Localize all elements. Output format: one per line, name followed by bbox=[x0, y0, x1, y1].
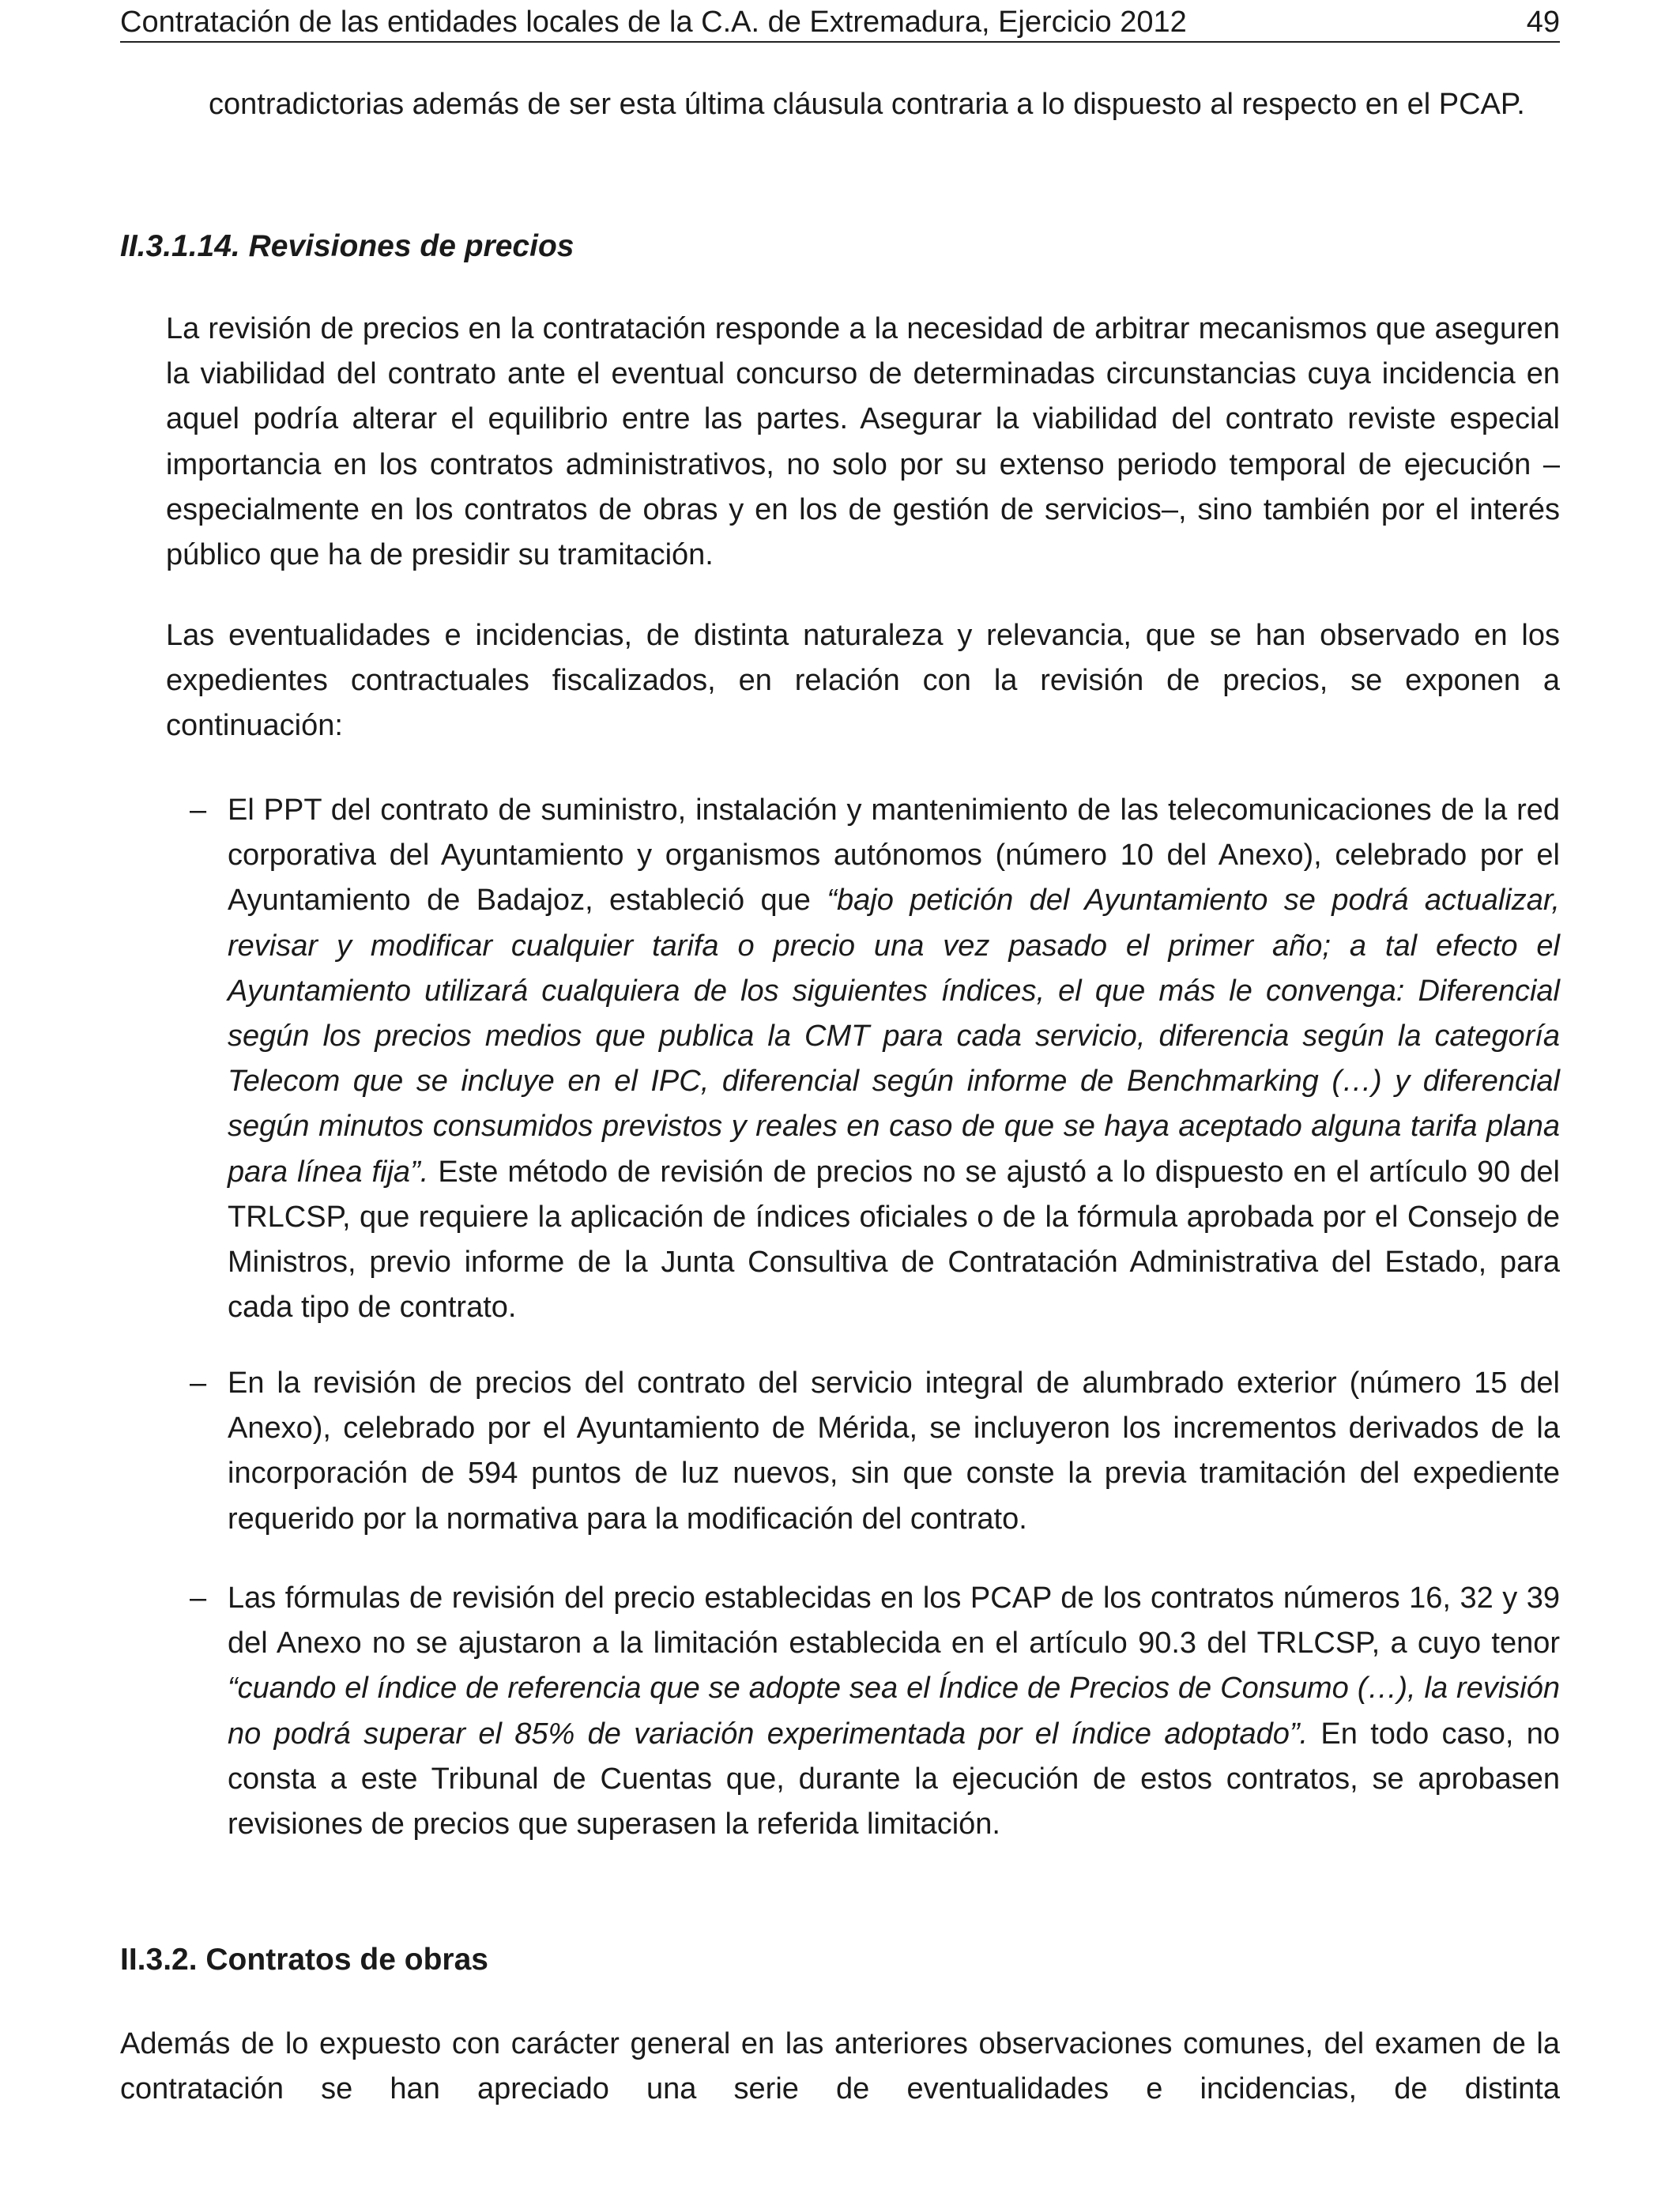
paragraph-eventualidades: Las eventualidades e incidencias, de distinta naturaleza y relevancia, que se han observado en los expedientes contractuales fiscalizados, en relación con la revisión de precios, se exponen a continuación: bbox=[166, 619, 1560, 743]
continued-paragraph: contradictorias además de ser esta última cláusula contraria a lo dispuesto al respecto en el PCAP. bbox=[209, 88, 1525, 121]
bullet-badajoz-conclusion: Este método de revisión de precios no se ajustó a lo dispuesto en el artículo 90 del TRLCSP, que requiere la aplicación de índices oficiales o de la fórmula aprobada por el Consejo de Ministros, previo informe de la Junta Consultiva de Contratación Administrativa del Estado, para cada tipo de contrato. bbox=[228, 1155, 1560, 1325]
bullet-pcap-conclusion: En todo caso, no consta a este Tribunal de Cuentas que, durante la ejecución de estos contratos, se aprobasen revisiones de precios que superasen la referida limitación. bbox=[228, 1717, 1560, 1842]
section-heading-obras: II.3.2. Contratos de obras bbox=[120, 1943, 488, 1977]
bullet-badajoz-intro: El PPT del contrato de suministro, instalación y mantenimiento de las telecomunicaciones de la red corporativa del Ayuntamiento y organismos autónomos (número 10 del Anexo), celebrado por el Ayuntamiento de Badajoz, estableció que bbox=[228, 794, 1560, 918]
bullet-badajoz-quote: “bajo petición del Ayuntamiento se podrá actualizar, revisar y modificar cualquier tarifa o precio una vez pasado el primer año; a tal efecto el Ayuntamiento utilizará cualquiera de los siguientes índices, el que más le convenga: Diferencial según los precios medios que publica la CMT para cada servicio, diferencia según la categoría Telecom que se incluye en el IPC, diferencial según informe de Benchmarking (…) y diferencial según minutos consumidos previstos y reales en caso de que se haya aceptado alguna tarifa plana para línea fija”. bbox=[228, 884, 1560, 1189]
paragraph-revision-precios: La revisión de precios en la contratación responde a la necesidad de arbitrar mecanismos que aseguren la viabilidad del contrato ante el eventual concurso de determinadas circunstancias cuya incidencia en aquel podría alterar el equilibrio entre las partes. Asegurar la viabilidad del contrato reviste especial importancia en los contratos administrativos, no solo por su extenso periodo temporal de ejecución –especialmente en los contratos de obras y en los de gestión de servicios–, sino también por el interés público que ha de presidir su tramitación. bbox=[166, 312, 1560, 572]
running-header bbox=[120, 3, 1560, 43]
page-number: 49 bbox=[1526, 6, 1560, 39]
section-heading-revisiones: II.3.1.14. Revisiones de precios bbox=[120, 229, 574, 263]
bullet-badajoz bbox=[228, 788, 1560, 1330]
bullet-pcap-formulas bbox=[228, 1576, 1560, 1847]
bullet-pcap-intro: Las fórmulas de revisión del precio establecidas en los PCAP de los contratos números 16, 32 y 39 del Anexo no se ajustaron a la limitación establecida en el artículo 90.3 del TRLCSP, a cuyo tenor bbox=[228, 1581, 1560, 1661]
bullet-marker: – bbox=[190, 1367, 207, 1400]
header-title: Contratación de las entidades locales de la C.A. de Extremadura, Ejercicio 2012 bbox=[120, 6, 1187, 39]
bullet-merida: En la revisión de precios del contrato del servicio integral de alumbrado exterior (número 15 del Anexo), celebrado por el Ayuntamiento de Mérida, se incluyeron los incrementos derivados de la incorporación de 594 puntos de luz nuevos, sin que conste la previa tramitación del expediente requerido por la normativa para la modificación del contrato. bbox=[228, 1367, 1560, 1536]
bullet-marker: – bbox=[190, 1581, 207, 1615]
paragraph-contratos-obras: Además de lo expuesto con carácter general en las anteriores observaciones comunes, del examen de la contratación se han apreciado una serie de eventualidades e incidencias, de distinta bbox=[120, 2027, 1560, 2106]
bullet-pcap-quote: “cuando el índice de referencia que se adopte sea el Índice de Precios de Consumo (…), la revisión no podrá superar el 85% de variación experimentada por el índice adoptado”. bbox=[228, 1672, 1560, 1751]
bullet-marker: – bbox=[190, 794, 207, 827]
